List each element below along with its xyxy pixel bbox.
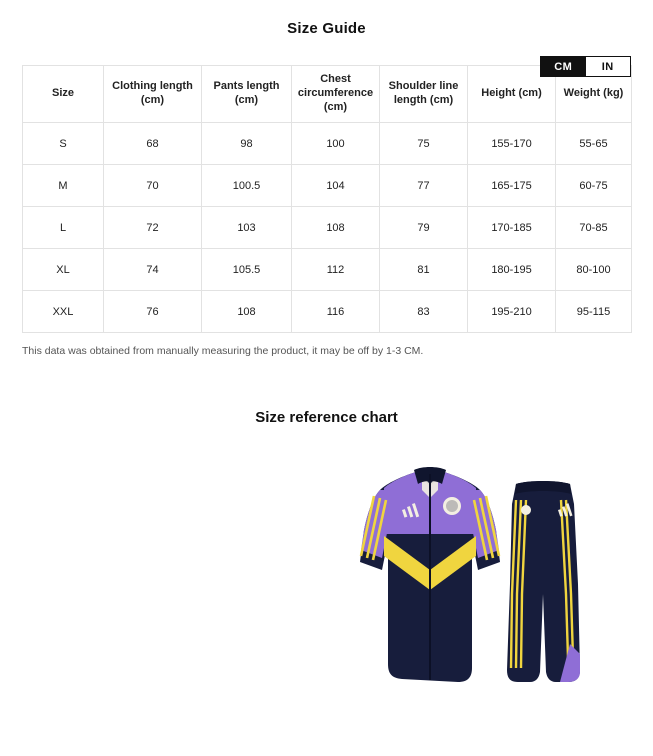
cell-shoulder-line-length: 83	[380, 291, 468, 333]
table-row	[23, 165, 632, 207]
cell-shoulder-line-length: 79	[380, 207, 468, 249]
cell-pants-length: 105.5	[202, 249, 292, 291]
cell-chest-circumference: 100	[292, 123, 380, 165]
table-row	[23, 123, 632, 165]
column-header-size: Size	[23, 66, 104, 123]
table-row	[23, 249, 632, 291]
cell-size: M	[23, 165, 104, 207]
cell-pants-length: 103	[202, 207, 292, 249]
cell-shoulder-line-length: 75	[380, 123, 468, 165]
page-title: Size Guide	[287, 20, 366, 37]
cell-weight: 70-85	[556, 207, 632, 249]
cell-clothing-length: 68	[104, 123, 202, 165]
cell-chest-circumference: 108	[292, 207, 380, 249]
cell-height: 155-170	[468, 123, 556, 165]
jacket-graphic	[360, 467, 500, 682]
product-image-area	[0, 434, 653, 724]
cell-weight: 55-65	[556, 123, 632, 165]
cell-size: L	[23, 207, 104, 249]
size-table	[22, 65, 632, 333]
cell-clothing-length: 72	[104, 207, 202, 249]
column-header-clothing-length: Clothing length (cm)	[104, 66, 202, 123]
table-row	[23, 291, 632, 333]
cell-chest-circumference: 112	[292, 249, 380, 291]
cell-height: 180-195	[468, 249, 556, 291]
cell-clothing-length: 70	[104, 165, 202, 207]
cell-clothing-length: 76	[104, 291, 202, 333]
size-table-wrap	[22, 37, 631, 333]
cell-pants-length: 108	[202, 291, 292, 333]
column-header-chest-circumference: Chest circumference (cm)	[292, 66, 380, 123]
column-header-height: Height (cm)	[468, 66, 556, 123]
cell-size: XL	[23, 249, 104, 291]
tracksuit-image	[330, 444, 620, 704]
cell-pants-length: 100.5	[202, 165, 292, 207]
column-header-shoulder-line-length: Shoulder line length (cm)	[380, 66, 468, 123]
cell-weight: 60-75	[556, 165, 632, 207]
cell-height: 170-185	[468, 207, 556, 249]
measurement-note: This data was obtained from manually measuring the product, it may be off by 1-3 CM.	[22, 345, 424, 357]
cell-size: XXL	[23, 291, 104, 333]
cell-shoulder-line-length: 77	[380, 165, 468, 207]
unit-option-in[interactable]: IN	[586, 57, 631, 76]
pants-graphic	[507, 481, 580, 682]
cell-chest-circumference: 116	[292, 291, 380, 333]
table-row	[23, 207, 632, 249]
cell-weight: 80-100	[556, 249, 632, 291]
cell-chest-circumference: 104	[292, 165, 380, 207]
column-header-weight: Weight (kg)	[556, 66, 632, 123]
cell-pants-length: 98	[202, 123, 292, 165]
cell-height: 195-210	[468, 291, 556, 333]
cell-weight: 95-115	[556, 291, 632, 333]
cell-shoulder-line-length: 81	[380, 249, 468, 291]
column-header-pants-length: Pants length (cm)	[202, 66, 292, 123]
cell-height: 165-175	[468, 165, 556, 207]
reference-chart-title: Size reference chart	[255, 409, 398, 426]
cell-clothing-length: 74	[104, 249, 202, 291]
unit-option-cm[interactable]: CM	[541, 57, 586, 76]
unit-toggle[interactable]	[540, 56, 631, 77]
cell-size: S	[23, 123, 104, 165]
